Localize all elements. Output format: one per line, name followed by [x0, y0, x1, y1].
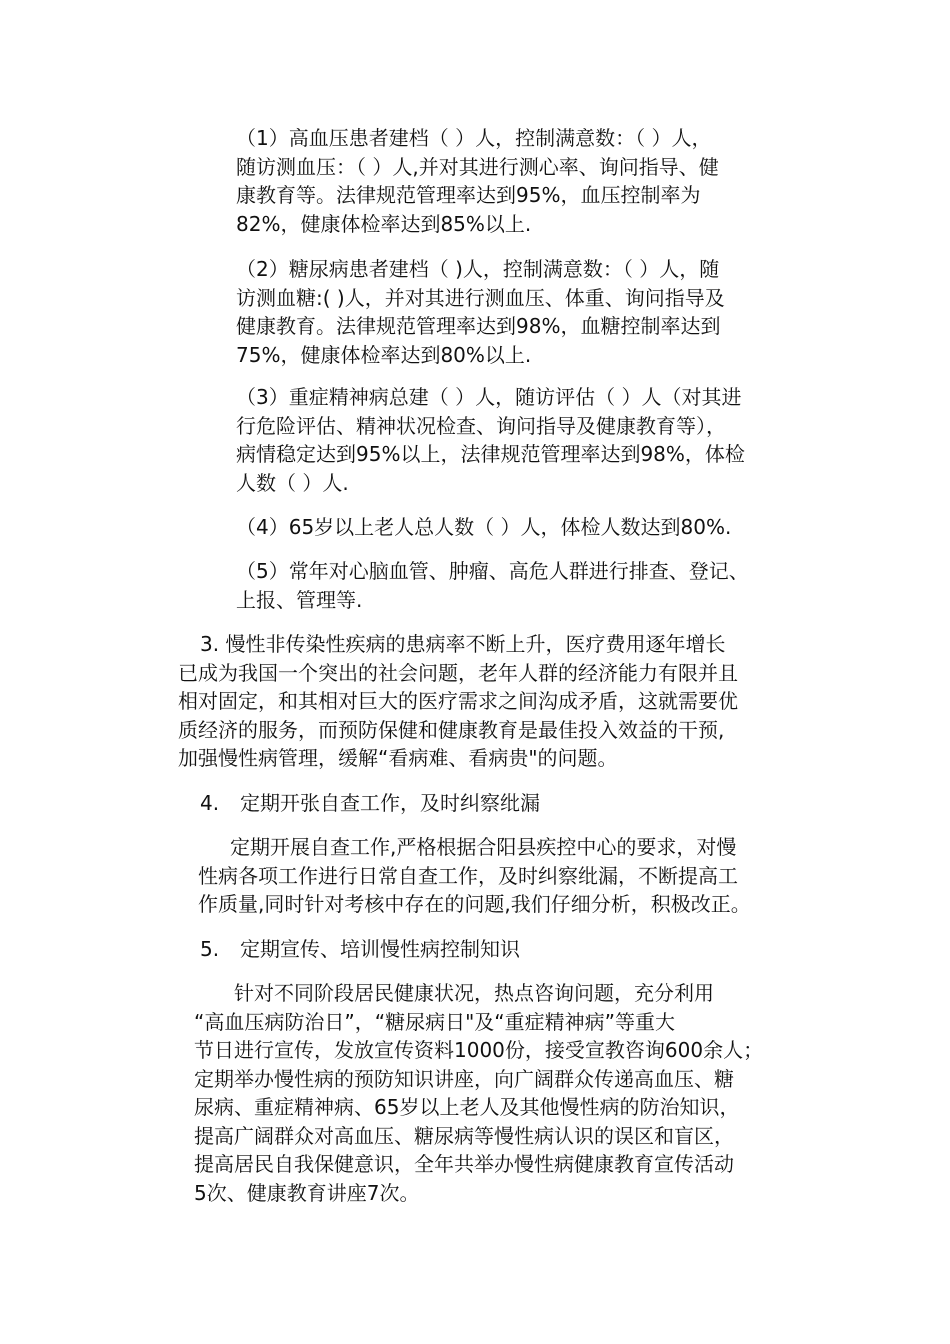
section-title: 定期宣传、培训慢性病控制知识 — [240, 937, 520, 961]
text-line: 定期开展自查工作,严格根据合阳县疾控中心的要求，对慢 — [230, 835, 737, 859]
text-line: 针对不同阶段居民健康状况，热点咨询问题，充分利用 — [234, 981, 714, 1005]
item-5-paragraph — [236, 557, 749, 614]
text-line: 相对固定，和其相对巨大的医疗需求之间沟成矛盾，这就需要优 — [178, 689, 738, 713]
section-4-paragraph — [198, 833, 751, 919]
item-3-paragraph — [236, 383, 745, 497]
text-line: “高血压病防治日”，“糖尿病日"及“重症精神病”等重大 — [194, 1009, 676, 1034]
text-line: （4）65岁以上老人总人数（ ）人，体检人数达到80%. — [236, 515, 732, 539]
text-line: （2）糖尿病患者建档（ )人，控制满意数：（ ）人，随 — [236, 257, 720, 281]
text-line: 节日进行宣传，发放宣传资料1000份，接受宣教咨询600余人； — [194, 1038, 764, 1062]
text-line: 康教育等。法律规范管理率达到95%，血压控制率为 — [236, 183, 701, 207]
item-2-paragraph — [236, 255, 725, 369]
text-line: 上报、管理等. — [236, 587, 363, 612]
text-line: 性病各项工作进行日常自查工作，及时纠察纰漏，不断提高工 — [198, 863, 738, 888]
text-line: 提高居民自我保健意识，全年共举办慢性病健康教育宣传活动 — [194, 1152, 734, 1176]
text-line: 提高广阔群众对高血压、糖尿病等慢性病认识的误区和盲区， — [194, 1123, 734, 1148]
text-line: 健康教育。法律规范管理率达到98%，血糖控制率达到 — [236, 314, 721, 338]
text-line: （1）高血压患者建档（ ）人，控制满意数：（ ）人， — [236, 126, 712, 150]
section-3-paragraph — [178, 630, 738, 773]
text-line: 加强慢性病管理，缓解“看病难、看病贵"的问题。 — [178, 746, 618, 770]
section-number: 5. — [200, 937, 220, 961]
text-line: 访测血糖:( )人，并对其进行测血压、体重、询问指导及 — [236, 285, 725, 310]
item-4-paragraph — [236, 513, 731, 542]
text-line: （5）常年对心脑血管、肿瘤、高危人群进行排查、登记、 — [236, 559, 749, 583]
text-line: 定期举办慢性病的预防知识讲座，向广阔群众传递高血压、糖 — [194, 1066, 734, 1091]
section-4-heading — [200, 789, 540, 818]
section-5-heading — [200, 935, 520, 964]
text-line: 82%，健康体检率达到85%以上. — [236, 211, 532, 236]
section-title: 定期开张自查工作，及时纠察纰漏 — [240, 791, 540, 815]
text-line: 行危险评估、精神状况检查、询问指导及健康教育等）， — [236, 413, 726, 438]
text-line: 75%，健康体检率达到80%以上. — [236, 342, 532, 367]
section-5-paragraph — [194, 979, 763, 1207]
text-line: 已成为我国一个突出的社会问题，老年人群的经济能力有限并且 — [178, 660, 738, 685]
text-line: 尿病、重症精神病、65岁以上老人及其他慢性病的防治知识， — [194, 1095, 740, 1119]
text-line: 病情稳定达到95%以上，法律规范管理率达到98%，体检 — [236, 442, 745, 466]
text-line: 3. 慢性非传染性疾病的患病率不断上升，医疗费用逐年增长 — [200, 632, 726, 656]
text-line: 作质量,同时针对考核中存在的问题,我们仔细分析，积极改正。 — [198, 892, 751, 916]
section-number: 4. — [200, 791, 220, 815]
text-line: （3）重症精神病总建（ ）人，随访评估（ ）人（对其进 — [236, 385, 742, 409]
text-line: 随访测血压：（ ）人,并对其进行测心率、询问指导、健 — [236, 154, 719, 179]
text-line: 质经济的服务，而预防保健和健康教育是最佳投入效益的干预, — [178, 717, 725, 742]
text-line: 5次、健康教育讲座7次。 — [194, 1180, 420, 1205]
text-line: 人数（ ）人. — [236, 470, 349, 495]
item-1-paragraph — [236, 124, 719, 238]
